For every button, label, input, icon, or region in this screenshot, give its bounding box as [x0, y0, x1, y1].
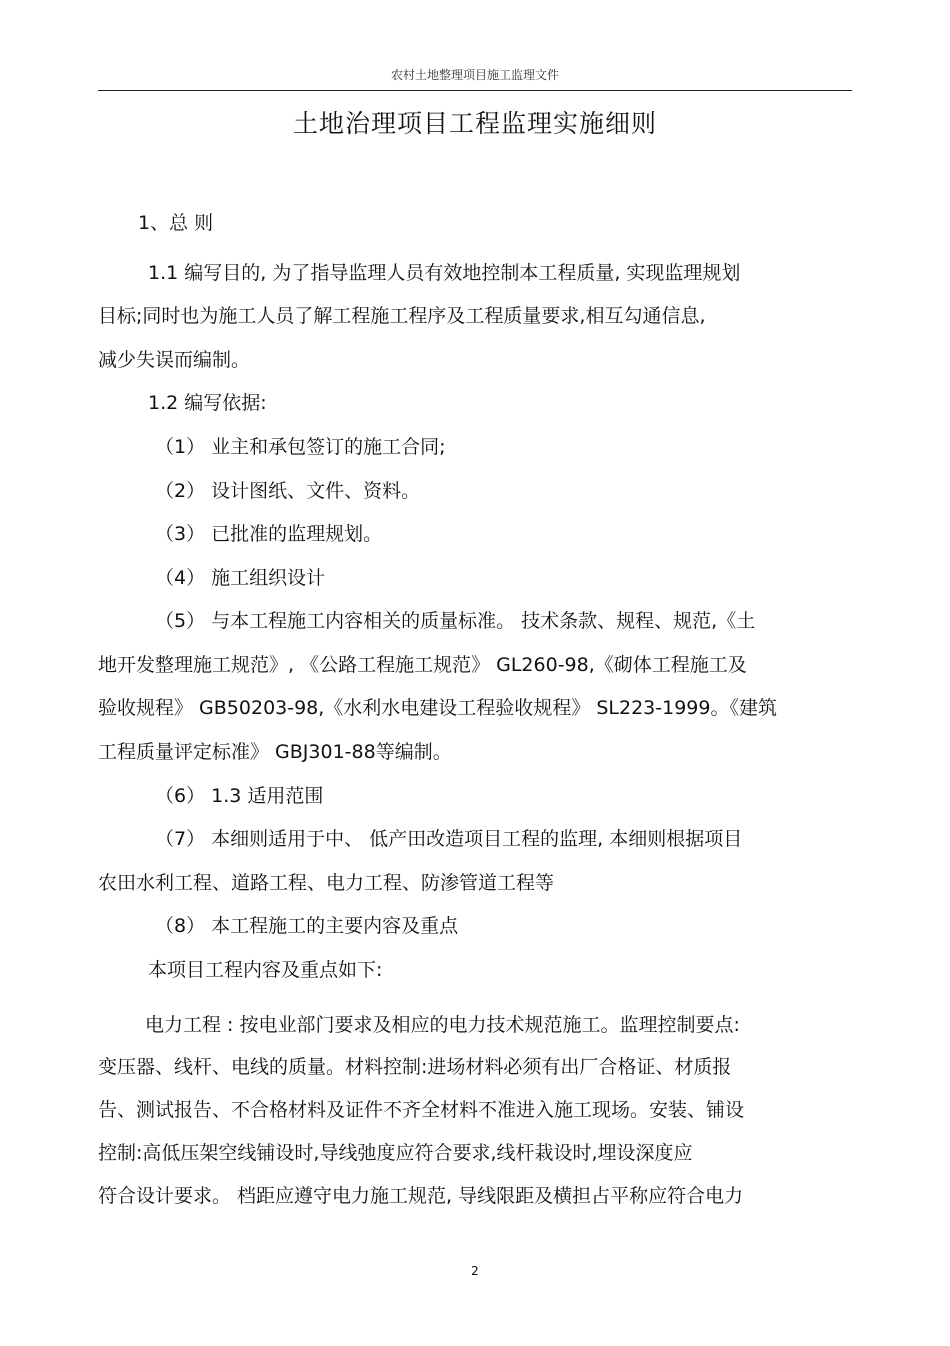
body-line: 1.1 编写目的, 为了指导监理人员有效地控制本工程质量, 实现监理规划: [148, 262, 741, 284]
page-number: 2: [471, 1264, 479, 1278]
body-line: 控制:高低压架空线铺设时,导线弛度应符合要求,线杆栽设时,埋设深度应: [98, 1142, 693, 1164]
section-heading: 1、总 则: [138, 212, 214, 234]
body-line: 目标;同时也为施工人员了解工程施工程序及工程质量要求,相互勾通信息,: [98, 305, 706, 327]
list-item: （4） 施工组织设计: [155, 567, 326, 589]
body-line: 符合设计要求。 档距应遵守电力施工规范, 导线限距及横担占平称应符合电力: [98, 1185, 744, 1207]
body-line: 农田水利工程、道路工程、电力工程、防渗管道工程等: [98, 872, 555, 894]
list-item: （1） 业主和承包签订的施工合同;: [155, 436, 446, 458]
list-item: （7） 本细则适用于中、 低产田改造项目工程的监理, 本细则根据项目: [155, 828, 743, 850]
body-line: 本项目工程内容及重点如下:: [148, 959, 383, 981]
document-title: 土地治理项目工程监理实施细则: [292, 109, 657, 138]
body-line: 电力工程 : 按电业部门要求及相应的电力技术规范施工。监理控制要点:: [145, 1014, 740, 1036]
list-item: （8） 本工程施工的主要内容及重点: [155, 915, 459, 937]
list-item: （6） 1.3 适用范围: [155, 785, 324, 807]
list-item: （2） 设计图纸、文件、资料。: [155, 480, 421, 502]
body-line: 变压器、线杆、电线的质量。材料控制:进场材料必须有出厂合格证、材质报: [98, 1056, 732, 1078]
body-line: 验收规程》 GB50203-98,《水利水电建设工程验收规程》 SL223-1999。《建筑: [98, 697, 777, 719]
body-line: 减少失误而编制。: [98, 349, 251, 371]
list-item: （5） 与本工程施工内容相关的质量标准。 技术条款、规程、规范,《土: [155, 610, 756, 632]
running-header: 农村土地整理项目施工监理文件: [390, 68, 559, 82]
body-line: 工程质量评定标准》 GBJ301-88等编制。: [98, 741, 452, 763]
list-item: （3） 已批准的监理规划。: [155, 523, 383, 545]
body-line: 1.2 编写依据:: [148, 392, 267, 414]
body-line: 地开发整理施工规范》, 《公路工程施工规范》 GL260-98,《砌体工程施工及: [98, 654, 747, 676]
header-rule: [98, 90, 852, 91]
body-line: 告、测试报告、不合格材料及证件不齐全材料不准进入施工现场。安装、铺设: [98, 1099, 745, 1121]
